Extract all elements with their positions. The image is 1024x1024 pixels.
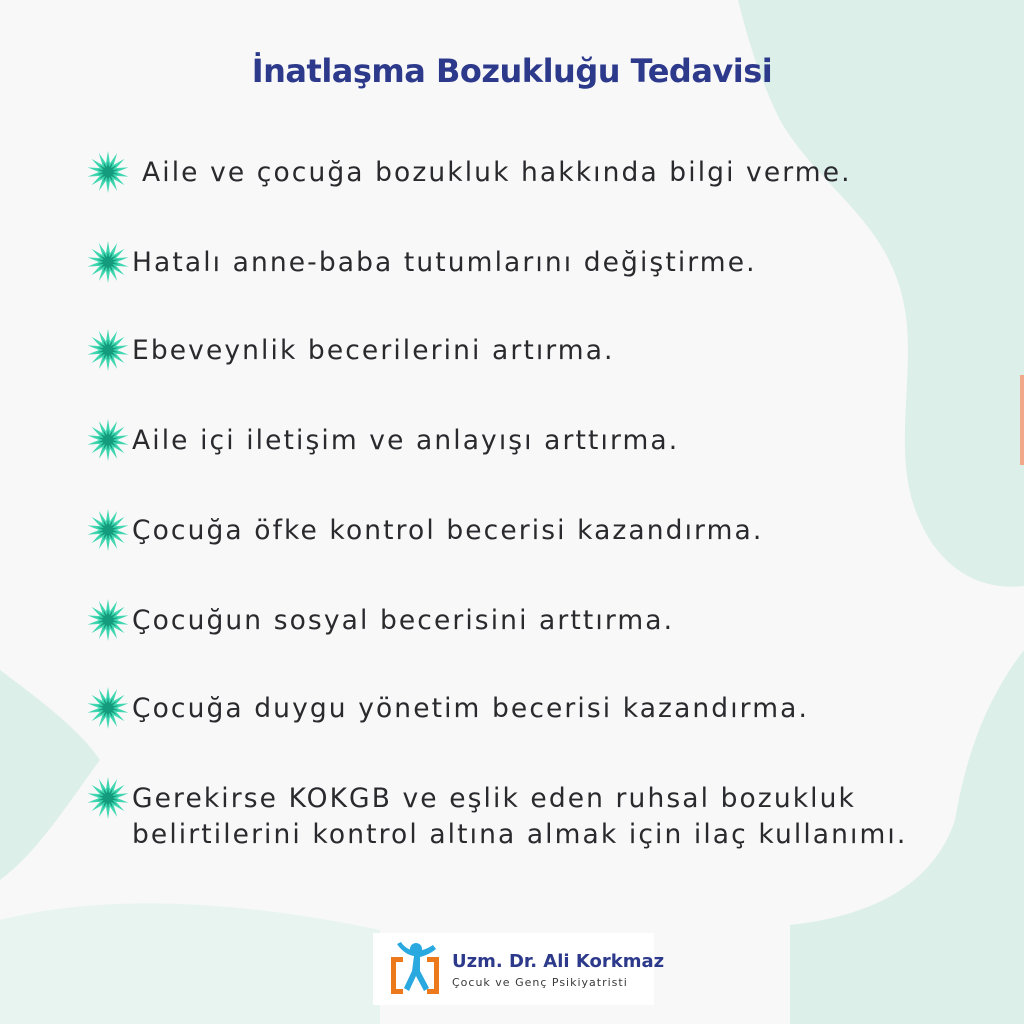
list-item-text: Hatalı anne-baba tutumlarını değiştirme. [132, 247, 757, 278]
teal-star-icon [86, 686, 130, 730]
logo-name: Uzm. Dr. Ali Korkmaz [452, 951, 665, 972]
list-item-text: Çocuğa duygu yönetim becerisi kazandırma. [132, 693, 809, 724]
list-item-text: Ebeveynlik becerilerini artırma. [132, 335, 615, 366]
list-item-text: Çocuğa öfke kontrol becerisi kazandırma. [132, 515, 764, 546]
teal-star-icon [86, 418, 130, 462]
list-item-text: Aile içi iletişim ve anlayışı arttırma. [132, 425, 680, 456]
page-title: İnatlaşma Bozukluğu Tedavisi [251, 52, 773, 90]
logo [373, 933, 665, 1005]
teal-star-icon [86, 508, 130, 552]
list-item-text: Çocuğun sosyal becerisini arttırma. [132, 605, 675, 636]
logo-subtitle: Çocuk ve Genç Psikiyatristi [452, 976, 628, 989]
teal-star-icon [86, 240, 130, 284]
list-item-text: Gerekirse KOKGB ve eşlik eden ruhsal bozukluk belirtilerini kontrol altına almak için ilaç kullanımı. [132, 783, 908, 850]
teal-star-icon [86, 776, 130, 820]
child-figure-logo-icon [387, 941, 443, 999]
teal-star-icon [86, 328, 130, 372]
teal-star-icon [86, 150, 130, 194]
teal-star-icon [86, 598, 130, 642]
list-item-text: Aile ve çocuğa bozukluk hakkında bilgi verme. [142, 157, 852, 188]
